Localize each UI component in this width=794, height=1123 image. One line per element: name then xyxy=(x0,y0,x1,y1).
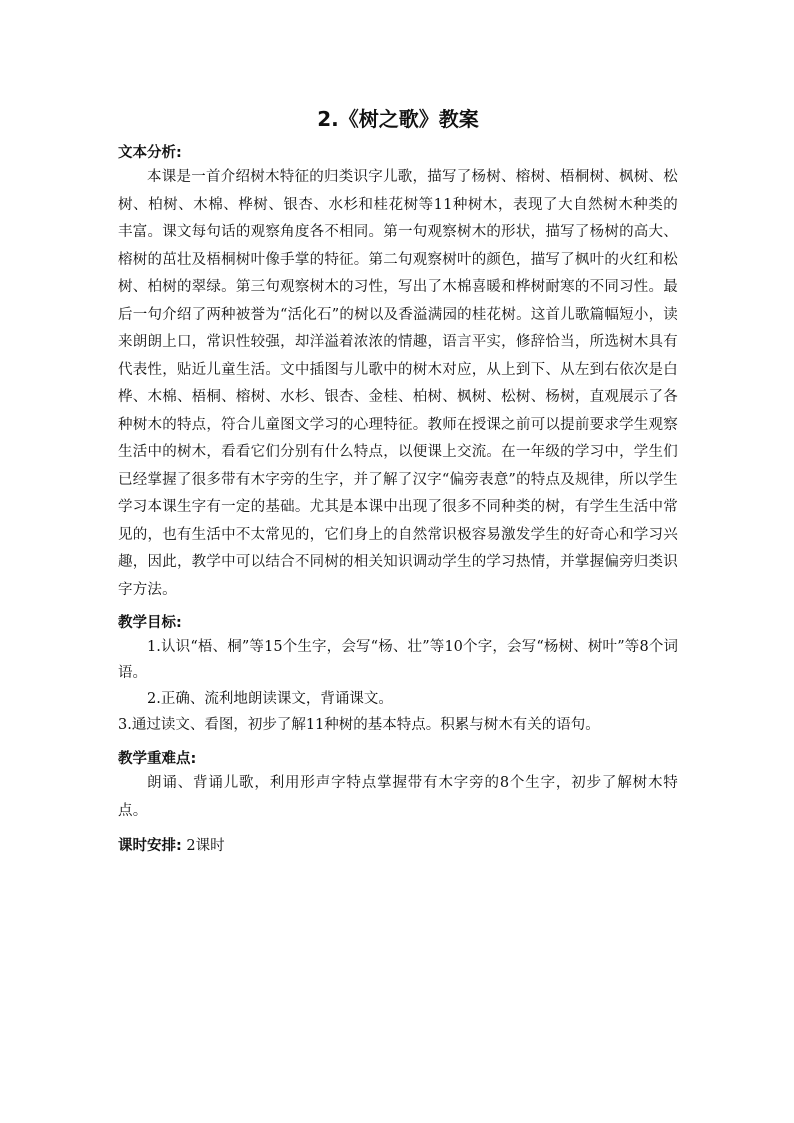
class-schedule-label: 课时安排: xyxy=(118,838,182,854)
document-page xyxy=(118,106,678,857)
class-schedule xyxy=(118,835,678,857)
text-analysis-paragraph: 本课是一首介绍树木特征的归类识字儿歌，描写了杨树、榕树、梧桐树、枫树、松树、柏树、木棉、桦树、银杏、水杉和桂花树等11种树木，表现了大自然树木种类的丰富。课文每句话的观察角度各不相同。第一句观察树木的形状，描写了杨树的高大、榕树的茁壮及梧桐树叶像手掌的特征。第二句观察树叶的颜色，描写了枫叶的火红和松树、柏树的翠绿。第三句观察树木的习性，写出了木棉喜暖和桦树耐寒的不同习性。最后一句介绍了两种被誉为“活化石”的树以及香溢满园的桂花树。这首儿歌篇幅短小，读来朗朗上口，常识性较强，却洋溢着浓浓的情趣，语言平实，修辞恰当，所选树木具有代表性，贴近儿童生活。文中插图与儿歌中的树木对应，从上到下、从左到右依次是白桦、木棉、梧桐、榕树、水杉、银杏、金桂、柏树、枫树、松树、杨树，直观展示了各种树木的特点，符合儿童图文学习的心理特征。教师在授课之前可以提前要求学生观察生活中的树木，看看它们分别有什么特点，以便课上交流。在一年级的学习中，学生们已经掌握了很多带有木字旁的生字，并了解了汉字“偏旁表意”的特点及规律，所以学生学习本课生字有一定的基础。尤其是本课中出现了很多不同种类的树，有学生生活中常见的，也有生活中不太常见的，它们身上的自然常识极容易激发学生的好奇心和学习兴趣，因此，教学中可以结合不同树的相关知识调动学生的学习热情，并掌握偏旁归类识字方法。 xyxy=(118,169,678,598)
objective-item-1: 1.认识“梧、桐”等15个生字，会写“杨、壮”等10个字，会写“杨树、树叶”等8个词语。 xyxy=(118,639,678,681)
text-analysis-heading: 文本分析: xyxy=(118,145,182,161)
objective-item-3: 3.通过读文、看图，初步了解11种树的基本特点。积累与树木有关的语句。 xyxy=(118,717,600,733)
key-difficulties-paragraph: 朗诵、背诵儿歌，利用形声字特点掌握带有木字旁的8个生字，初步了解树木特点。 xyxy=(118,775,678,819)
teaching-objectives-heading: 教学目标: xyxy=(118,615,182,631)
key-difficulties-heading: 教学重难点: xyxy=(118,751,197,767)
section-key-difficulties xyxy=(118,748,678,825)
section-text-analysis xyxy=(118,142,678,604)
document-title: 2.《树之歌》教案 xyxy=(317,107,479,131)
class-schedule-value: 2课时 xyxy=(186,838,225,854)
objective-item-2: 2.正确、流利地朗读课文，背诵课文。 xyxy=(147,691,393,707)
section-teaching-objectives xyxy=(118,612,678,738)
